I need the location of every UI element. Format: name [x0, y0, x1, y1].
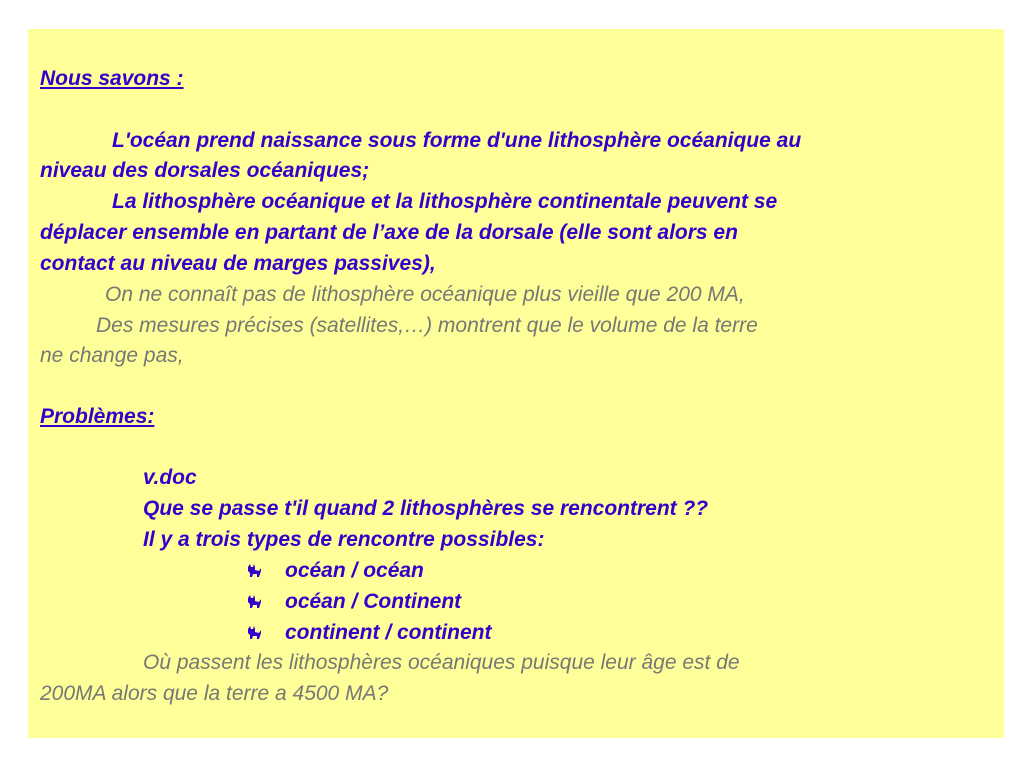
heading-problems: Problèmes:: [40, 405, 155, 428]
known-p4-line2: ne change pas,: [40, 344, 184, 367]
problems-final-line1: Où passent les lithosphères océaniques puisque leur âge est de: [143, 651, 740, 674]
cat-icon: [246, 595, 262, 609]
known-p3-line1: On ne connaît pas de lithosphère océanique plus vieille que 200 MA,: [105, 283, 745, 306]
cat-icon: [246, 626, 262, 640]
known-p2-line2: déplacer ensemble en partant de l’axe de la dorsale (elle sont alors en: [40, 221, 738, 244]
known-p2-line3: contact au niveau de marges passives),: [40, 252, 436, 275]
problems-intro: Il y a trois types de rencontre possibles:: [143, 528, 545, 551]
bullet-item-ocean-ocean: océan / océan: [285, 559, 424, 582]
bullet-item-ocean-continent: océan / Continent: [285, 590, 462, 613]
heading-known: Nous savons :: [40, 67, 184, 90]
problems-question: Que se passe t'il quand 2 lithosphères se rencontrent ??: [143, 497, 709, 520]
bullet-item-continent-continent: continent / continent: [285, 621, 492, 644]
known-p2-line1: La lithosphère océanique et la lithosphère continentale peuvent se: [112, 190, 778, 213]
cat-icon: [246, 564, 262, 578]
problems-doc: v.doc: [143, 466, 197, 489]
known-p1-line2: niveau des dorsales océaniques;: [40, 159, 370, 182]
known-p1-line1: L'océan prend naissance sous forme d'une lithosphère océanique au: [112, 129, 802, 152]
known-p4-line1: Des mesures précises (satellites,…) montrent que le volume de la terre: [96, 314, 758, 337]
problems-final-line2: 200MA alors que la terre a 4500 MA?: [40, 682, 389, 705]
